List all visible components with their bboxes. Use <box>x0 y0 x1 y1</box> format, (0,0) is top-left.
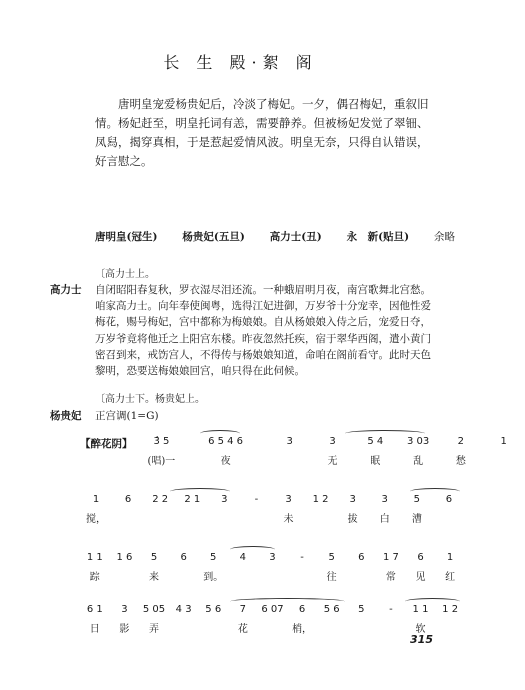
note: 3 <box>285 494 292 505</box>
speaker-label: 高力士 <box>50 284 82 296</box>
lyric: 来 <box>149 572 160 583</box>
note: 6 07 <box>261 604 284 615</box>
lyric: 眠 <box>370 456 381 467</box>
notation-line <box>80 494 465 505</box>
note: 6 1 <box>86 604 103 615</box>
note: 1 <box>446 552 454 563</box>
note: 1 7 <box>382 552 399 563</box>
lyric: 乱 <box>413 456 424 467</box>
note: 5 <box>358 604 365 615</box>
score-row <box>80 494 465 524</box>
note: 1 <box>92 494 100 505</box>
note: 3 <box>221 494 228 505</box>
note: 1 6 <box>116 552 133 563</box>
note: 5 6 <box>205 604 222 615</box>
notation-line <box>80 552 465 563</box>
note: - <box>389 604 393 615</box>
lyric-line <box>80 568 465 583</box>
note: 5 <box>328 552 335 563</box>
note: 2 <box>457 436 465 447</box>
lyric: 无 <box>327 456 338 467</box>
intro-paragraph: 唐明皇宠爱杨贵妃后，冷淡了梅妃。一夕，偶召梅妃，重叙旧情。杨妃赶至，明皇托词有恙，需要静养。但被杨妃发觉了翠钿、凤舄，揭穿真相，于是惹起爱情风波。明皇无奈，只得自认错误，好言慰之。 <box>95 97 429 168</box>
lyric: 软 <box>415 624 426 635</box>
lyric-line <box>140 452 525 467</box>
lyric: 梢， <box>292 624 313 635</box>
note: 5 <box>150 552 158 563</box>
score-row <box>80 552 465 582</box>
note: 5 6 <box>323 604 340 615</box>
note: 4 <box>239 552 247 563</box>
note: - <box>254 494 259 505</box>
note: 3 <box>121 604 128 615</box>
note: 7 <box>239 604 247 615</box>
page-title: 长 生 殿·絮 阁 <box>163 53 318 72</box>
speech-text: 自闭昭阳春复秋，罗衣湿尽泪还流。一种蛾眉明月夜，南宫歌舞北宫愁。咱家高力士。向年奉使闽粤，选得江妃进御，万岁爷十分宠幸，因他性爱梅花，赐号梅妃，宫中都称为梅娘娘。自从杨娘娘入侍之后，宠爱日夺，万岁爷竟将他迁之上阳宫东楼。昨夜忽然托疾，宿于翠华西阁，遣小黄门密召到来，戒饬宫人，不得传与杨娘娘知道，命咱在阁前看守。此时天色黎明，恐要送梅娘娘回宫，咱只得在此伺候。 <box>95 284 431 378</box>
note: 5 4 <box>367 436 384 447</box>
cast-list <box>95 229 455 244</box>
note: 2 1 <box>184 494 201 505</box>
lyric: (唱)一 <box>147 456 176 467</box>
lyric: 搅， <box>86 514 107 525</box>
lyric: 到。 <box>203 572 224 583</box>
key-signature: 正宫调(1=G) <box>95 410 159 422</box>
cast-item: 唐明皇(冠生) <box>95 231 158 243</box>
lyric: 影 <box>119 624 130 635</box>
lyric: 花 <box>237 624 248 635</box>
notation-line <box>80 604 465 615</box>
lyric: 弄 <box>149 624 160 635</box>
stage-direction: 〔高力士下。杨贵妃上。 <box>95 394 205 405</box>
note: 3̂ 5 <box>153 436 170 447</box>
stage-direction: 〔高力士上。 <box>95 269 155 280</box>
note: 6 <box>124 494 132 505</box>
lyric-line <box>80 620 465 635</box>
speaker-label: 杨贵妃 <box>50 410 82 422</box>
cast-item: 余略 <box>434 231 455 243</box>
page-number: 315 <box>410 633 433 646</box>
note: 5 05 <box>142 604 166 615</box>
note: 3 <box>329 436 336 447</box>
cast-item: 杨贵妃(五旦) <box>182 231 245 243</box>
lyric: 见 <box>415 572 426 583</box>
note: 1 <box>500 436 507 447</box>
cast-item: 永 新(贴旦) <box>346 231 410 243</box>
note: 1 2 <box>312 494 329 505</box>
note: 1 2 <box>442 604 459 615</box>
lyric: 漕 <box>411 514 422 525</box>
note: 1 1 <box>86 552 103 563</box>
lyric: 往 <box>326 572 337 583</box>
note: 6 <box>358 552 365 563</box>
note: 6 <box>298 604 306 615</box>
note: 6 <box>445 494 453 505</box>
lyric-line <box>80 510 465 525</box>
lyric: 夜 <box>220 456 231 467</box>
note: 1 1 <box>412 604 429 615</box>
lyric: 拔 <box>347 514 358 525</box>
lyric: 日 <box>89 624 100 635</box>
aria-title: 【醉花阴】 <box>80 438 133 450</box>
note: 5 <box>210 552 217 563</box>
score-row <box>140 436 507 467</box>
note: 6 <box>180 552 187 563</box>
note: 4 3 <box>175 604 192 615</box>
lyric: 白 <box>379 514 390 525</box>
cast-item: 高力士(丑) <box>269 231 322 243</box>
lyric: 红 <box>445 572 456 583</box>
note: - <box>300 552 304 563</box>
note: 3 <box>381 494 388 505</box>
note: 3 <box>286 436 293 447</box>
note: 6 5 4 6 <box>208 436 244 447</box>
lyric: 未 <box>283 514 294 525</box>
lyric: 愁 <box>455 456 466 467</box>
note: 6 <box>417 552 424 563</box>
note: 3 03 <box>406 436 430 447</box>
lyric: 踪 <box>89 572 100 583</box>
note: 5 <box>413 494 420 505</box>
notation-line <box>140 436 525 447</box>
note: 2 2 <box>152 494 169 505</box>
note: 3 <box>269 552 276 563</box>
score-row <box>80 604 465 634</box>
note: 3 <box>349 494 356 505</box>
lyric: 常 <box>385 572 396 583</box>
